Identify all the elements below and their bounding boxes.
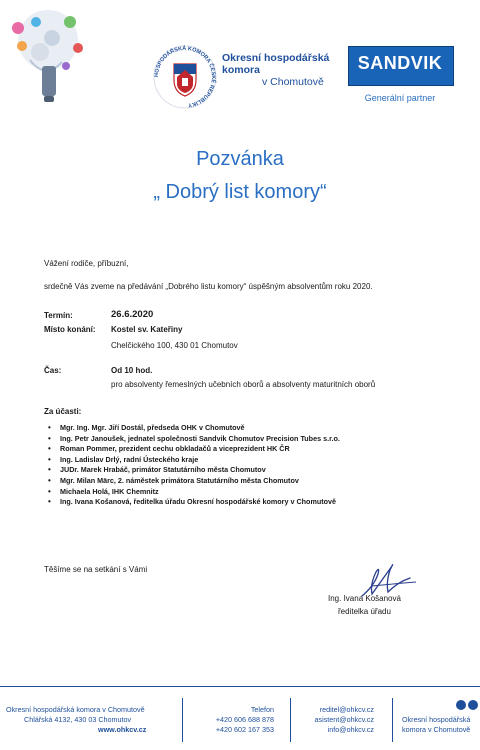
guest-item: • Ing. Ivana Košanová, ředitelka úřadu Okresní hospodářské komory v Chomutově (44, 497, 340, 508)
okhk-name-line1: Okresní hospodářská (222, 52, 330, 64)
okhk-name-line3: v Chomutově (262, 76, 324, 88)
footer-org-line1: Okresní hospodářská komora v Chomutově (6, 705, 145, 714)
greeting: Vážení rodiče, příbuzní, (44, 259, 129, 268)
footer-phone1[interactable]: +420 606 688 878 (215, 715, 274, 724)
footer-email3[interactable]: info@ohkcv.cz (327, 725, 374, 734)
header-graphic (0, 0, 92, 110)
footer-phone-label: Telefon (250, 705, 274, 714)
cas-detail: pro absolventy řemeslných učebních oborů a absolventy maturitních oborů (111, 380, 376, 389)
footer-social-line2: komora v Chomutově (402, 725, 471, 734)
footer-email1[interactable]: reditel@ohkcv.cz (319, 705, 374, 714)
signature-name: Ing. Ivana Košanová (328, 594, 401, 603)
title-sub: „ Dobrý list komory“ (153, 181, 327, 203)
guest-item: • Ing. Petr Janoušek, jednatel společnosti Sandvik Chomutov Precision Tubes s.r.o. (44, 434, 340, 445)
misto-address: Chelčického 100, 430 01 Chomutov (111, 341, 238, 350)
footer-social (402, 715, 470, 735)
footer-phone (200, 705, 274, 735)
footer-separator (290, 698, 291, 742)
guest-item: • Mgr. Milan Märc, 2. náměstek primátora Statutárního města Chomutov (44, 476, 340, 487)
footer-separator (392, 698, 393, 742)
footer-social-line1: Okresní hospodářská (402, 715, 471, 724)
closing-text: Těšíme se na setkání s Vámi (44, 565, 148, 574)
guest-item: • Mgr. Ing. Mgr. Jiří Dostál, předseda OHK v Chomutově (44, 423, 340, 434)
footer-org (6, 705, 146, 735)
okhk-name (222, 52, 329, 88)
guest-item: • Roman Pommer, prezident cechu obkladačů a viceprezident HK ČR (44, 444, 340, 455)
okhk-ring-text: HOSPODÁŘSKÁ KOMORA ČESKÉ REPUBLIKY (153, 45, 217, 108)
termin-value: 26.6.2020 (111, 309, 154, 320)
okhk-name-line2: komora (222, 64, 260, 76)
termin-label: Termín: (44, 311, 73, 320)
sandvik-logo: SANDVIK (357, 53, 443, 73)
misto-label: Místo konání: (44, 325, 96, 334)
ucast-label: Za účasti: (44, 407, 82, 416)
facebook-icon[interactable] (456, 700, 466, 710)
misto-value: Kostel sv. Kateřiny (111, 325, 183, 334)
guest-list (44, 423, 340, 508)
footer-phone2[interactable]: +420 602 167 353 (215, 725, 274, 734)
cas-label: Čas: (44, 366, 62, 375)
title-main: Pozvánka (196, 148, 284, 170)
guest-item: • Ing. Ladislav Drlý, radní Ústeckého kraje (44, 455, 340, 466)
instagram-icon[interactable] (468, 700, 478, 710)
okhk-logo (152, 44, 218, 110)
intro-text: srdečně Vás zveme na předávání „Dobrého listu komory“ úspěšným absolventům roku 2020. (44, 282, 373, 291)
footer-email (298, 705, 374, 735)
footer-email2[interactable]: asistent@ohkcv.cz (314, 715, 374, 724)
footer-divider (0, 686, 480, 687)
guest-item: • Michaela Holá, IHK Chemnitz (44, 487, 340, 498)
footer-separator (182, 698, 183, 742)
cas-value: Od 10 hod. (111, 366, 153, 375)
signature-title: ředitelka úřadu (338, 607, 391, 616)
guest-item: • JUDr. Marek Hrabáč, primátor Statutárního města Chomutov (44, 465, 340, 476)
sandvik-role: Generální partner (364, 93, 436, 103)
footer-org-line2: Chlářská 4132, 430 03 Chomutov (24, 715, 132, 724)
footer-web-link[interactable]: www.ohkcv.cz (98, 725, 147, 734)
